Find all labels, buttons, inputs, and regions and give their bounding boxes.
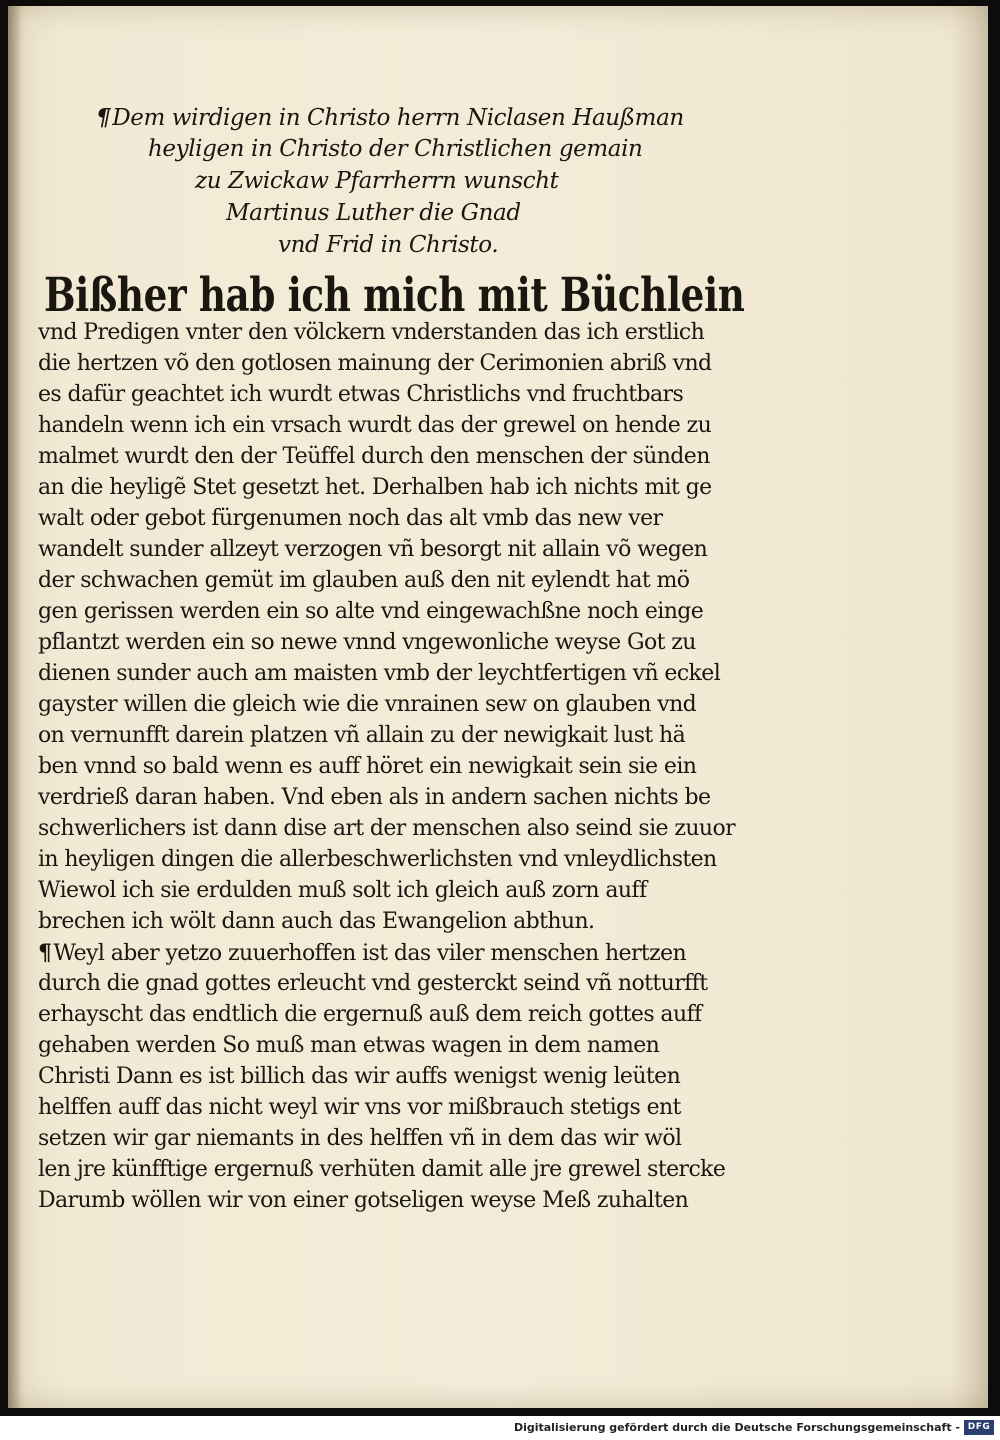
text-line: helffen auff das nicht weyl wir vns vor mißbrauch stetigs ent	[38, 1095, 681, 1120]
text-line: ben vnnd so bald wenn es auff höret ein newigkait sein sie ein	[38, 754, 697, 779]
text-line: brechen ich wölt dann auch das Ewangelion abthun.	[38, 909, 595, 934]
text-line: len jre künfftige ergernuß verhüten damit alle jre grewel stercke	[38, 1157, 726, 1182]
text-line: verdrieß daran haben. Vnd eben als in andern sachen nichts be	[38, 785, 711, 810]
text-line: walt oder gebot fürgenumen noch das alt vmb das new ver	[38, 506, 663, 531]
dfg-logo-icon: DFG	[964, 1420, 994, 1435]
text-line: vnd Predigen vnter den völckern vnderstanden das ich erstlich	[38, 320, 705, 345]
text-line: schwerlichers ist dann dise art der menschen also seind sie zuuor	[38, 816, 736, 841]
pilcrow-icon: ¶	[96, 104, 111, 131]
book-page	[8, 6, 988, 1408]
dedication-line-1: ¶Dem wirdigen in Christo herrn Niclasen Haußman	[96, 104, 684, 131]
text-line: wandelt sunder allzeyt verzogen vñ besorgt nit allain võ wegen	[38, 537, 708, 562]
footer-bar	[0, 1416, 1000, 1440]
text-line: Darumb wöllen wir von einer gotseligen weyse Meß zuhalten	[38, 1188, 689, 1213]
text-line: an die heyligẽ Stet gesetzt het. Derhalben hab ich nichts mit ge	[38, 475, 712, 500]
text-line: pflantzt werden ein so newe vnnd vngewonliche weyse Got zu	[38, 630, 696, 655]
dedication-line-4: Martinus Luther die Gnad	[226, 200, 521, 226]
text-line: der schwachen gemüt im glauben auß den nit eylendt hat mö	[38, 568, 690, 593]
text-line: dienen sunder auch am maisten vmb der leychtfertigen vñ eckel	[38, 661, 721, 686]
text-line: durch die gnad gottes erleucht vnd gesterckt seind vñ notturfft	[38, 971, 708, 996]
text-line: die hertzen võ den gotlosen mainung der Cerimonien abriß vnd	[38, 351, 712, 376]
paragraph-start-line: ¶Weyl aber yetzo zuuerhoffen ist das viler menschen hertzen	[38, 940, 687, 966]
pilcrow-icon: ¶	[38, 940, 52, 966]
incipit-line: Bißher hab ich mich mit Büchlein	[44, 268, 745, 323]
dedication-line-2: heyligen in Christo der Christlichen gemain	[148, 136, 643, 162]
text-line: gayster willen die gleich wie die vnrainen sew on glauben vnd	[38, 692, 697, 717]
page-text	[8, 6, 988, 1408]
funding-credit: Digitalisierung gefördert durch die Deutsche Forschungsgemeinschaft -	[513, 1421, 960, 1434]
text-line: Wiewol ich sie erdulden muß solt ich gleich auß zorn auff	[38, 878, 647, 903]
dedication-line-5: vnd Frid in Christo.	[278, 232, 499, 258]
text-line: malmet wurdt den der Teüffel durch den menschen der sünden	[38, 444, 710, 469]
text-line: gehaben werden So muß man etwas wagen in dem namen	[38, 1033, 660, 1058]
text-line: gen gerissen werden ein so alte vnd eingewachßne noch einge	[38, 599, 704, 624]
dedication-line-3: zu Zwickaw Pfarrherrn wunscht	[195, 168, 559, 194]
text-line: handeln wenn ich ein vrsach wurdt das der grewel on hende zu	[38, 413, 712, 438]
text-line: on vernunfft darein platzen vñ allain zu der newigkait lust hä	[38, 723, 686, 748]
text-line: es dafür geachtet ich wurdt etwas Christlichs vnd fruchtbars	[38, 382, 684, 407]
text-line: in heyligen dingen die allerbeschwerlichsten vnd vnleydlichsten	[38, 847, 717, 872]
text-line: Christi Dann es ist billich das wir auffs wenigst wenig leüten	[38, 1064, 681, 1089]
text-line: setzen wir gar niemants in des helffen vñ in dem das wir wöl	[38, 1126, 682, 1151]
text-line: erhayscht das endtlich die ergernuß auß dem reich gottes auff	[38, 1002, 702, 1027]
